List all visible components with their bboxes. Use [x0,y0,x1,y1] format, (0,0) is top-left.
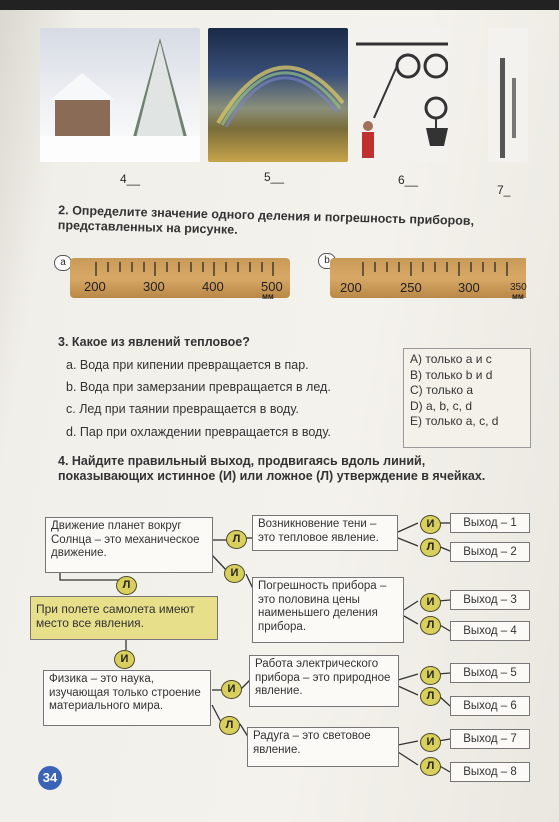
question-3-text: 3. Какое из явлений тепловое? [58,335,250,349]
exit-8[interactable]: Выход – 8 [450,762,530,782]
exit-4[interactable]: Выход – 4 [450,621,530,641]
ruler-a-label-300: 300 [143,279,165,294]
exit-5[interactable]: Выход – 5 [450,663,530,683]
ruler-a-unit: мм [262,292,274,301]
exit-2[interactable]: Выход – 2 [450,542,530,562]
q3-answer-d[interactable]: D) a, b, c, d [410,398,473,413]
exit-1[interactable]: Выход – 1 [450,513,530,533]
circle-false-start: Л [116,576,137,595]
circle-false-4: Л [420,616,441,635]
ruler-b-unit: мм [512,292,524,301]
q3-answer-a[interactable]: A) только a и c [410,352,492,366]
figure-number-6: 6__ [398,173,419,187]
q3-answer-b[interactable]: B) только b и d [410,367,493,382]
flow-box-device: Работа электрического прибора – это природное явление. [249,655,399,707]
flow-start-box: При полете самолета имеют место все явления. [30,596,218,640]
ruler-a-badge: a [54,255,72,271]
q3-item-a: a. Вода при кипении превращается в пар. [66,358,309,372]
circle-false-8: Л [420,757,441,776]
ruler-b-label-350: 350 [510,282,527,293]
circle-true-7: И [420,733,441,752]
question-4-text: 4. Найдите правильный выход, продвигаясь вдоль линий, показывающих истинное (И) или ложное (Л) утверждение в ячейках. [58,454,486,483]
circle-true-1: И [420,515,441,534]
flow-box-rainbow: Радуга – это световое явление. [247,727,399,767]
circle-false-planets: Л [226,530,247,549]
circle-false-physics: Л [219,716,240,735]
q3-answer-c[interactable]: C) только a [410,383,474,397]
flow-box-physics: Физика – это наука, изучающая только строение материального мира. [43,670,211,726]
q3-answer-e[interactable]: E) только a, c, d [410,414,499,428]
circle-false-6: Л [420,687,441,706]
q3-item-c: c. Лед при таянии превращается в воду. [66,402,299,416]
page-number: 34 [38,766,62,790]
flow-box-shadow: Возникновение тени – это тепловое явление. [252,515,398,551]
exit-3[interactable]: Выход – 3 [450,590,530,610]
question-2-text: 2. Определите значение одного деления и погрешность приборов, представленных на рисунке. [57,203,475,237]
exit-7[interactable]: Выход – 7 [450,729,530,749]
circle-false-2: Л [420,538,441,557]
ruler-b-label-300: 300 [458,280,480,295]
ruler-b-label-200: 200 [340,280,362,295]
ruler-a-label-500: 500 [261,279,283,294]
circle-true-start: И [114,650,135,669]
q3-item-d: d. Пар при охлаждении превращается в воду. [66,425,331,439]
figure-number-7: 7_ [497,183,511,197]
flow-box-planets: Движение планет вокруг Солнца – это механическое движение. [45,517,213,573]
exit-6[interactable]: Выход – 6 [450,696,530,716]
circle-true-physics: И [221,680,242,699]
flow-box-error: Погрешность прибора – это половина цены наименьшего деления прибора. [252,577,404,643]
ruler-a-label-200: 200 [84,279,106,294]
ruler-b-badge: b [318,253,336,269]
circle-true-planets: И [224,564,245,583]
ruler-a-label-400: 400 [202,279,224,294]
figure-number-4: 4__ [120,172,141,186]
circle-true-3: И [420,593,441,612]
circle-true-5: И [420,666,441,685]
ruler-b-label-250: 250 [400,280,422,295]
figure-number-5: 5__ [264,170,285,184]
q3-item-b: b. Вода при замерзании превращается в лед. [66,380,331,394]
